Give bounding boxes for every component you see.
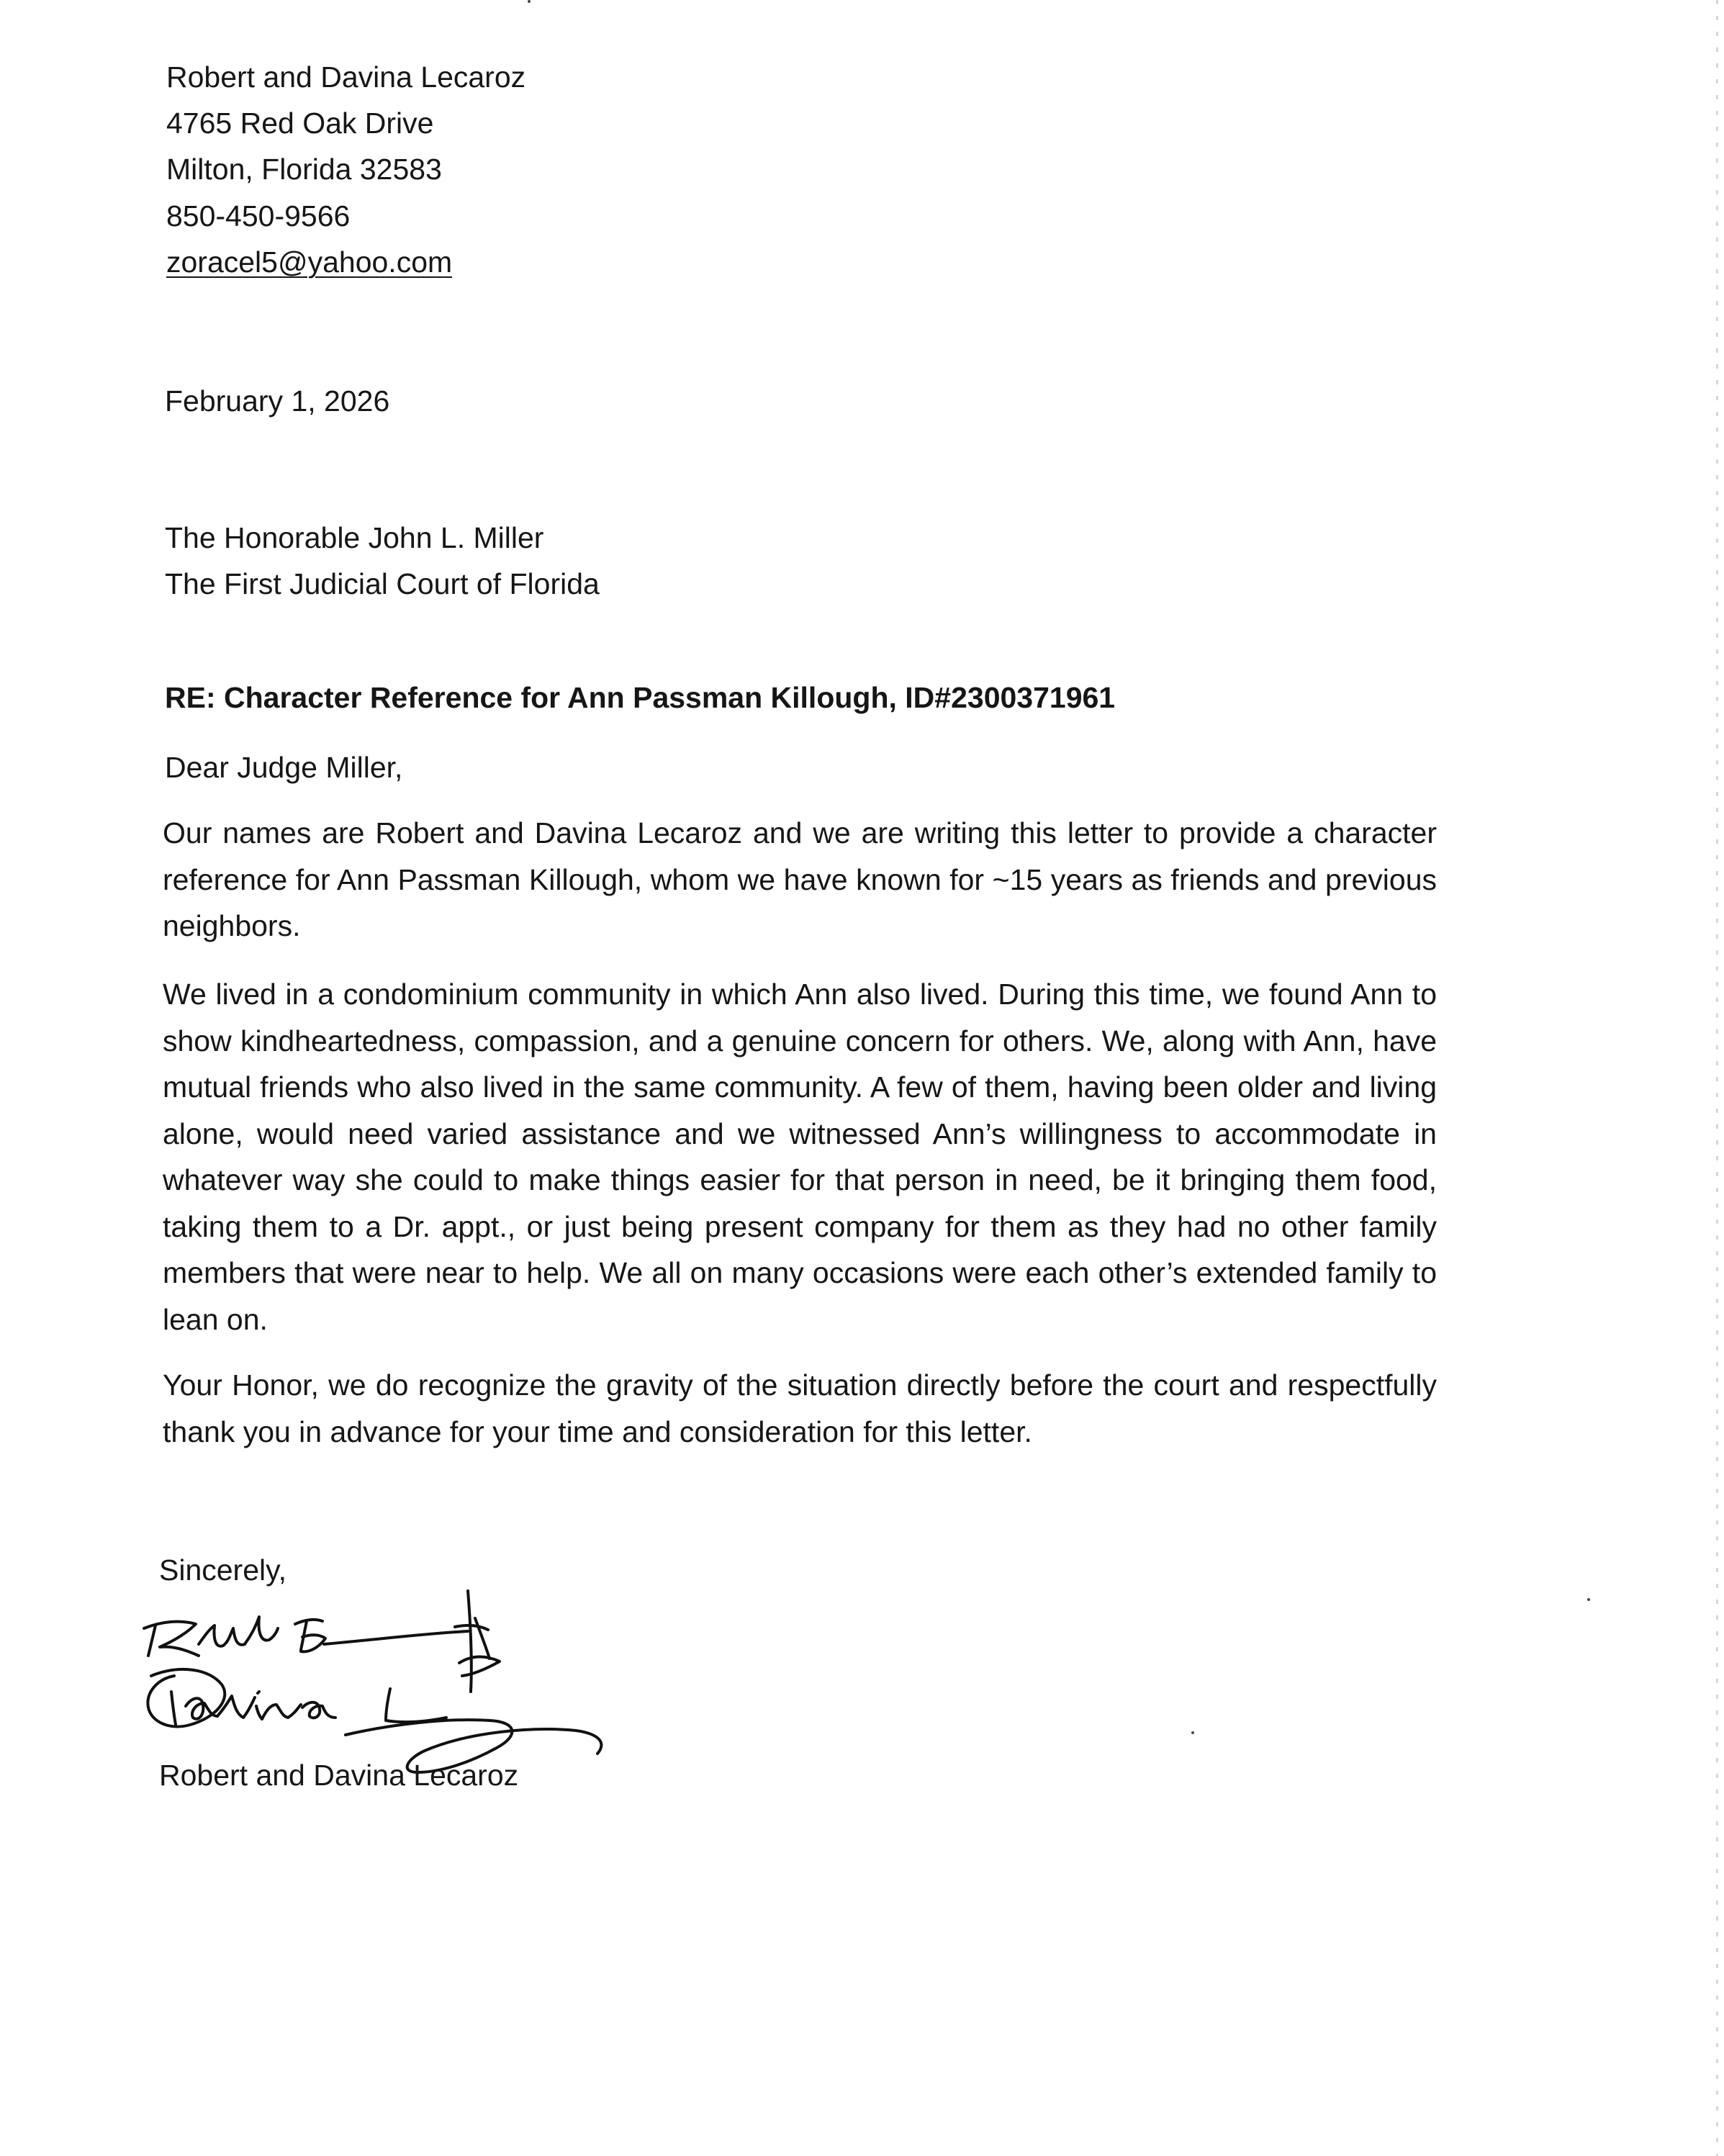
sender-city: Milton, Florida 32583 bbox=[166, 153, 442, 186]
recipient-name: The Honorable John L. Miller bbox=[165, 521, 544, 554]
scan-speck bbox=[1191, 1731, 1194, 1734]
subject-line: RE: Character Reference for Ann Passman Killough, ID#2300371961 bbox=[165, 681, 1116, 714]
body-paragraph-1: Our names are Robert and Davina Lecaroz and we are writing this letter to provide a character reference for Ann Passman Killough, whom we have known for ~15 years as friends and previous neighbors. bbox=[163, 816, 1437, 942]
scan-speck bbox=[1587, 1598, 1590, 1601]
sender-name: Robert and Davina Lecaroz bbox=[166, 60, 526, 94]
closing: Sincerely, bbox=[159, 1553, 286, 1587]
body-paragraph-3: Your Honor, we do recognize the gravity of the situation directly before the court and respectfully thank you in advance for your time and consideration for this letter. bbox=[163, 1368, 1437, 1448]
letter-date: February 1, 2026 bbox=[165, 384, 390, 418]
sender-street: 4765 Red Oak Drive bbox=[166, 107, 434, 140]
printed-signer-name: Robert and Davina Lecaroz bbox=[159, 1759, 519, 1792]
salutation: Dear Judge Miller, bbox=[165, 751, 403, 784]
body-paragraph-2: We lived in a condominium community in which Ann also lived. During this time, we found Ann to show kindheartedness, compassion, and a genuine concern for others. We, along with Ann, have mutual friends who also lived in the same community. A few of them, having been older and living alone, would need varied assistance and we witnessed Ann’s willingness to accommodate in whatever way she could to make things easier for that person in need, be it bringing them food, taking them to a Dr. appt., or just being present company for them as they had no other family members that were near to help. We all on many occasions were each other’s extended family to lean on. bbox=[163, 978, 1437, 1336]
scan-edge-artifact bbox=[1716, 0, 1718, 2156]
recipient-court: The First Judicial Court of Florida bbox=[165, 567, 600, 600]
sender-phone: 850-450-9566 bbox=[166, 199, 351, 233]
scan-speck bbox=[528, 0, 531, 3]
sender-email-link[interactable]: zoracel5@yahoo.com bbox=[166, 245, 453, 279]
